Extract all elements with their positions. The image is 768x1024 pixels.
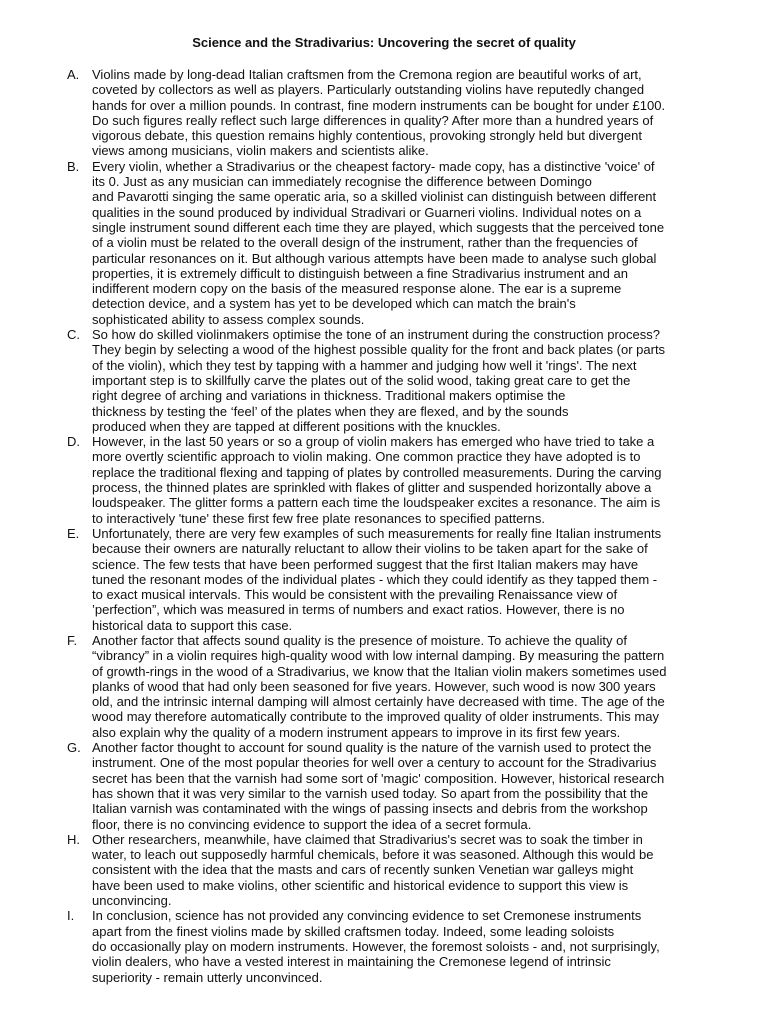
paragraph-line: Every violin, whether a Stradivarius or the cheapest factory- made copy, has a distinctive 'voice' of [92, 158, 655, 174]
paragraph-h [67, 832, 727, 908]
paragraph-line: vigorous debate, this question remains highly contentious, provoking strongly held but divergent [92, 128, 642, 144]
paragraph-line: right degree of arching and variations in thickness. Traditional makers optimise the [92, 388, 566, 404]
paragraph-line: Another factor that affects sound quality is the presence of moisture. To achieve the quality of [92, 632, 627, 648]
paragraph-d [67, 434, 727, 526]
paragraph-line: “vibrancy” in a violin requires high-quality wood with low internal damping. By measuring the pattern [92, 648, 665, 664]
paragraph-line: sophisticated ability to assess complex sounds. [92, 311, 365, 327]
paragraph-marker: E. [67, 525, 80, 541]
paragraph-f [67, 633, 727, 740]
paragraph-line: floor, there is no convincing evidence to support the idea of a secret formula. [92, 816, 532, 832]
paragraph-line: to interactively 'tune' these first few free plate resonances to specified patterns. [92, 510, 545, 526]
paragraph-line: detection device, and a system has yet to be developed which can match the brain's [92, 296, 576, 312]
document-title: Science and the Stradivarius: Uncovering the secret of quality [192, 35, 576, 50]
paragraph-line: indifferent modern copy on the basis of the measured response alone. The ear is a supreme [92, 281, 622, 297]
paragraph-line: wood may therefore automatically contribute to the improved quality of older instruments. This may [92, 709, 659, 725]
paragraph-line: tuned the resonant modes of the individual plates - which they could identify as they tapped them - [92, 571, 658, 587]
paragraph-line: planks of wood that had only been seasoned for five years. However, such wood is now 300 years [92, 678, 656, 694]
paragraph-line: violin dealers, who have a vested interest in maintaining the Cremonese legend of intrinsic [92, 954, 611, 970]
paragraph-b [67, 159, 727, 327]
paragraph-line: water, to leach out supposedly harmful chemicals, before it was seasoned. Although this would be [92, 847, 654, 863]
paragraph-line: and Pavarotti singing the same operatic aria, so a skilled violinist can distinguish between different [92, 189, 657, 205]
paragraph-line: process, the thinned plates are sprinkled with flakes of glitter and suspended horizontally above a [92, 480, 652, 496]
paragraph-line: single instrument sound different each time they are played, which suggests that the perceived tone [92, 219, 665, 235]
paragraph-line: consistent with the idea that the masts and cars of recently sunken Venetian war galleys might [92, 862, 634, 878]
paragraph-line: ’perfection”, which was measured in terms of numbers and exact ratios. However, there is no [92, 602, 625, 618]
paragraph-line: do occasionally play on modern instruments. However, the foremost soloists - and, not surprisingly, [92, 938, 660, 954]
paragraph-i [67, 908, 727, 984]
paragraph-marker: C. [67, 327, 80, 343]
paragraph-line: loudspeaker. The glitter forms a pattern each time the loudspeaker excites a resonance. The aim is [92, 495, 661, 511]
paragraph-line: old, and the intrinsic internal damping will almost certainly have decreased with time. The age of the [92, 694, 665, 710]
paragraph-line: produced when they are tapped at different positions with the knuckles. [92, 418, 501, 434]
paragraph-c [67, 327, 727, 434]
paragraph-line: thickness by testing the ‘feel’ of the plates when they are flexed, and by the sounds [92, 403, 569, 419]
paragraph-line: instrument. One of the most popular theories for well over a century to account for the Stradivarius [92, 755, 657, 771]
paragraph-line: because their owners are naturally reluctant to allow their violins to be taken apart for the sake of [92, 541, 648, 557]
paragraph-line: Another factor thought to account for sound quality is the nature of the varnish used to protect the [92, 740, 652, 756]
paragraph-line: Italian varnish was contaminated with the wings of passing insects and debris from the workshop [92, 801, 648, 817]
paragraph-line: particular resonances on it. But although various attempts have been made to analyse such global [92, 250, 657, 266]
paragraph-marker: D. [67, 434, 80, 450]
paragraph-line: However, in the last 50 years or so a group of violin makers has emerged who have tried to take a [92, 434, 655, 450]
paragraph-e [67, 526, 727, 633]
paragraph-line: hands for over a million pounds. In contrast, fine modern instruments can be bought for under £100. [92, 97, 666, 113]
paragraph-line: properties, it is extremely difficult to distinguish between a fine Stradivarius instrument and an [92, 265, 628, 281]
paragraph-marker: B. [67, 158, 80, 174]
paragraph-line: Do such figures really reflect such large differences in quality? After more than a hundred years of [92, 112, 654, 128]
paragraph-line: qualities in the sound produced by individual Stradivari or Guarneri violins. Individual notes on a [92, 204, 642, 220]
paragraph-line: more overtly scientific approach to violin making. One common practice they have adopted is to [92, 449, 641, 465]
paragraph-line: important step is to skillfully carve the plates out of the solid wood, taking great care to get the [92, 372, 631, 388]
paragraph-line: its 0. Just as any musician can immediately recognise the difference between Domingo [92, 174, 592, 190]
paragraph-marker: I. [67, 908, 75, 924]
paragraph-line: Other researchers, meanwhile, have claimed that Stradivarius's secret was to soak the timber in [92, 831, 643, 847]
paragraph-marker: F. [67, 632, 78, 648]
paragraph-a [67, 67, 727, 159]
paragraph-line: They begin by selecting a wood of the highest possible quality for the front and back plates (or parts [92, 342, 666, 358]
paragraph-line: of a violin must be related to the overall design of the instrument, rather than the frequencies of [92, 235, 638, 251]
paragraph-line: of growth-rings in the wood of a Stradivarius, we know that the Italian violin makers sometimes used [92, 663, 667, 679]
paragraph-line: Unfortunately, there are very few examples of such measurements for really fine Italian instruments [92, 525, 662, 541]
paragraph-line: has shown that it was very similar to the varnish used today. So apart from the possibility that the [92, 785, 649, 801]
paragraph-line: So how do skilled violinmakers optimise the tone of an instrument during the construction process? [92, 327, 660, 343]
paragraph-line: historical data to support this case. [92, 617, 293, 633]
paragraph-line: views among musicians, violin makers and scientists alike. [92, 143, 429, 159]
paragraph-line: unconvincing. [92, 893, 172, 909]
paragraph-line: Violins made by long-dead Italian craftsmen from the Cremona region are beautiful works of art, [92, 67, 642, 82]
paragraph-line: have been used to make violins, other scientific and historical evidence to support this view is [92, 877, 629, 893]
paragraph-marker: A. [67, 67, 80, 82]
paragraph-line: of the violin), which they test by tapping with a hammer and judging how well it 'rings'. The next [92, 357, 637, 373]
paragraph-line: science. The few tests that have been performed suggest that the first Italian makers may have [92, 556, 639, 572]
paragraph-line: secret has been that the varnish had some sort of 'magic' composition. However, historical research [92, 770, 665, 786]
paragraph-line: also explain why the quality of a modern instrument appears to improve in its first few years. [92, 724, 621, 740]
paragraph-line: replace the traditional flexing and tapping of plates by controlled measurements. During the carving [92, 464, 662, 480]
paragraph-g [67, 740, 727, 832]
paragraph-line: coveted by collectors as well as players. Particularly outstanding violins have reputedly changed [92, 82, 645, 98]
paragraph-line: apart from the finest violins made by skilled craftsmen today. Indeed, some leading soloists [92, 923, 615, 939]
paragraph-line: to exact musical intervals. This would be consistent with the prevailing Renaissance view of [92, 587, 618, 603]
paragraph-list [67, 67, 727, 985]
paragraph-marker: G. [67, 740, 81, 756]
paragraph-marker: H. [67, 831, 80, 847]
paragraph-line: In conclusion, science has not provided any convincing evidence to set Cremonese instruments [92, 908, 642, 924]
paragraph-line: superiority - remain utterly unconvinced. [92, 969, 323, 985]
